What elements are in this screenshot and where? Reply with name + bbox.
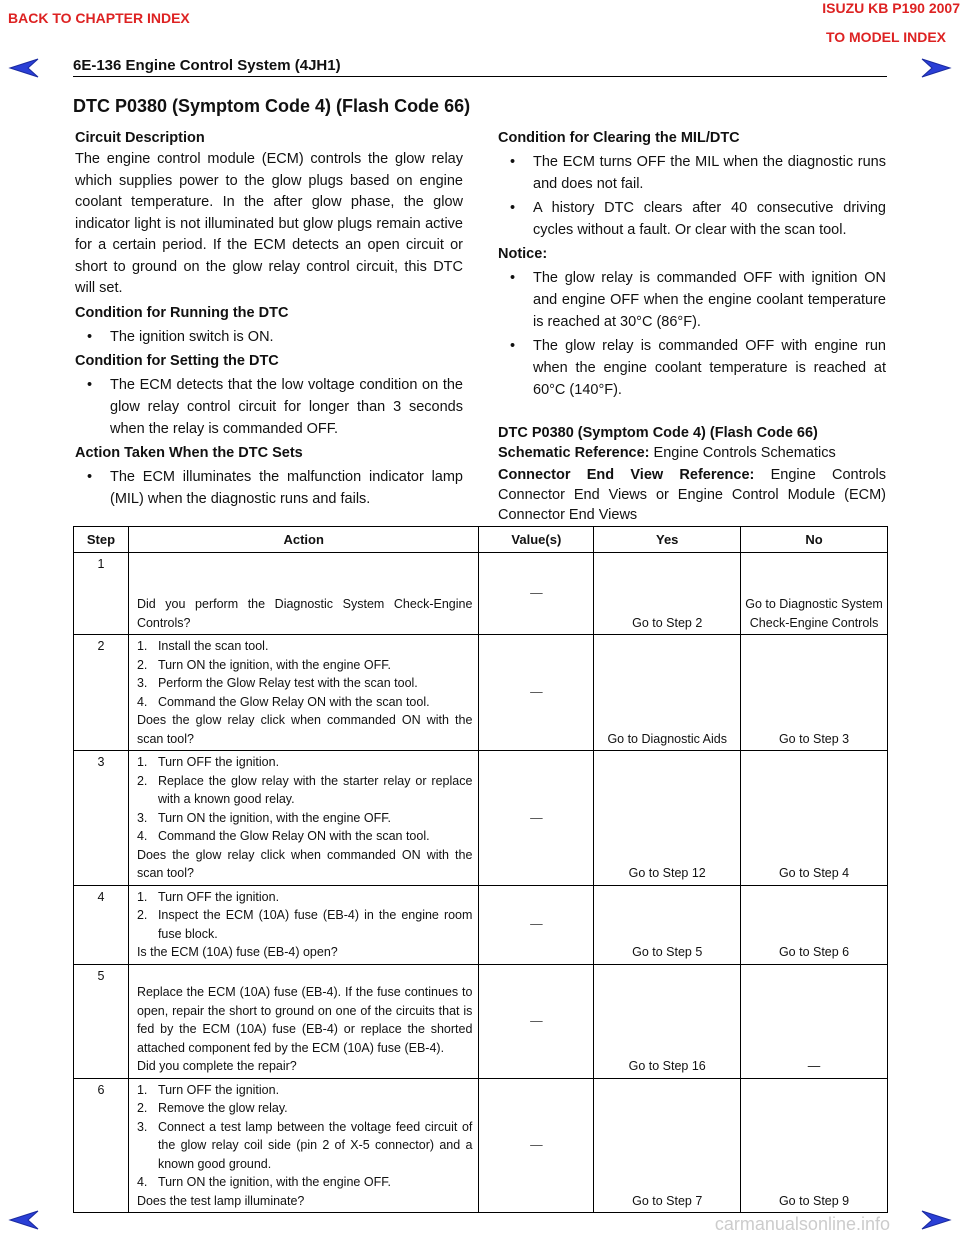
yes-cell: Go to Step 12 [594, 751, 741, 886]
step-number: 2 [74, 635, 129, 751]
action-question: Does the glow relay click when commanded ON with the scan tool? [136, 847, 473, 880]
arrow-left-icon[interactable] [8, 1208, 42, 1232]
action-cell [128, 1078, 478, 1213]
running-condition-item: • The ignition switch is ON. [87, 328, 274, 345]
value-cell: — [479, 885, 594, 964]
step-number: 4 [74, 885, 129, 964]
yes-cell: Go to Step 7 [594, 1078, 741, 1213]
setting-condition-heading: Condition for Setting the DTC [75, 352, 279, 369]
header-step: Step [74, 527, 129, 553]
yes-cell: Go to Diagnostic Aids [594, 635, 741, 751]
action-cell [128, 553, 478, 635]
notice-item: • The glow relay is commanded OFF with ignition ON and engine OFF when the engine coolant temperature is reached at 30°C (86°F). [510, 270, 886, 330]
value-cell: — [479, 1078, 594, 1213]
action-step-item: 1. Install the scan tool. [136, 639, 269, 653]
action-step-item: 2. Turn ON the ignition, with the engine OFF. [136, 657, 391, 672]
diagnostic-table [73, 526, 888, 1213]
action-question: Is the ECM (10A) fuse (EB-4) open? [136, 945, 338, 959]
step-number: 5 [74, 964, 129, 1078]
left-column [75, 127, 463, 512]
table-row [74, 751, 888, 886]
action-cell [128, 885, 478, 964]
circuit-description-text: The engine control module (ECM) controls the glow relay which supplies power to the glow plugs based on engine coolant temperature. In the after glow phase, the glow indicator light is not illuminated but glow plugs remain active for a certain period. If the ECM detects an open circuit or short to ground on the glow relay control circuit, this DTC will set. [75, 151, 463, 296]
table-row [74, 885, 888, 964]
no-cell: Go to Step 9 [741, 1078, 888, 1213]
setting-condition-item: • The ECM detects that the low voltage condition on the glow relay control circuit for longer than 3 seconds when the relay is commanded OFF. [87, 376, 463, 437]
action-question: Did you complete the repair? [136, 1059, 297, 1073]
no-cell: Go to Step 6 [741, 885, 888, 964]
header-action: Action [128, 527, 478, 553]
header-values: Value(s) [479, 527, 594, 553]
action-taken-item: • The ECM illuminates the malfunction indicator lamp (MIL) when the diagnostic runs and fails. [87, 468, 463, 507]
notice-heading: Notice: [498, 246, 548, 262]
to-model-index-link[interactable]: TO MODEL INDEX [825, 29, 946, 45]
arrow-right-icon[interactable] [918, 1208, 952, 1232]
action-text: Replace the ECM (10A) fuse (EB-4). If the fuse continues to open, repair the short to ground on one of the circuits that is fed by the ECM (10A) fuse (EB-4) or replace the shorted attached component fed by the ECM (10A) fuse (EB-4). [136, 985, 473, 1055]
table-row [74, 1078, 888, 1213]
action-step-item: 4. Command the Glow Relay ON with the scan tool. [136, 829, 430, 843]
action-question: Does the glow relay click when commanded ON with the scan tool? [136, 713, 473, 746]
action-cell [128, 964, 478, 1078]
sub-title: DTC P0380 (Symptom Code 4) (Flash Code 66) [498, 425, 818, 441]
value-cell: — [479, 635, 594, 751]
action-step-item: 2. Replace the glow relay with the starter relay or replace with a known good relay. [136, 773, 473, 806]
step-number: 3 [74, 751, 129, 886]
no-cell: Go to Step 3 [741, 635, 888, 751]
action-cell [128, 751, 478, 886]
clearing-condition-item: • The ECM turns OFF the MIL when the diagnostic runs and does not fail. [510, 154, 886, 192]
circuit-description-heading: Circuit Description [75, 130, 205, 146]
schematic-reference: Schematic Reference: Engine Controls Schematics [498, 445, 836, 461]
table-header-row [74, 527, 888, 553]
yes-cell: Go to Step 2 [594, 553, 741, 635]
action-cell [128, 635, 478, 751]
no-cell: Go to Diagnostic System Check-Engine Controls [741, 553, 888, 635]
no-cell: — [741, 964, 888, 1078]
step-number: 1 [74, 553, 129, 635]
page-title: DTC P0380 (Symptom Code 4) (Flash Code 66) [73, 96, 471, 116]
value-cell: — [479, 553, 594, 635]
watermark: carmanualsonline.info [714, 1214, 890, 1234]
action-step-item: 2. Remove the glow relay. [136, 1101, 288, 1115]
action-step-item: 4. Turn ON the ignition, with the engine OFF. [136, 1175, 391, 1189]
model-title: ISUZU KB P190 2007 [822, 0, 960, 16]
running-condition-heading: Condition for Running the DTC [75, 304, 289, 321]
action-step-item: 1. Turn OFF the ignition. [136, 1082, 280, 1097]
connector-reference: Connector End View Reference: Engine Controls Connector End Views or Engine Control Module (ECM) Connector End Views [498, 467, 886, 523]
page-header: 6E-136 Engine Control System (4JH1) [73, 57, 341, 74]
action-step-item: 1. Turn OFF the ignition. [136, 889, 280, 904]
action-step-item: 1. Turn OFF the ignition. [136, 755, 280, 769]
clearing-condition-item: • A history DTC clears after 40 consecutive driving cycles without a fault. Or clear with the scan tool. [510, 200, 886, 238]
back-to-chapter-index-link[interactable]: BACK TO CHAPTER INDEX [8, 10, 190, 26]
no-cell: Go to Step 4 [741, 751, 888, 886]
table-row [74, 553, 888, 635]
arrow-right-icon[interactable] [918, 56, 952, 80]
value-cell: — [479, 964, 594, 1078]
yes-cell: Go to Step 5 [594, 885, 741, 964]
value-cell: — [479, 751, 594, 886]
action-question: Does the test lamp illuminate? [136, 1193, 305, 1208]
clearing-condition-heading: Condition for Clearing the MIL/DTC [498, 130, 740, 146]
action-step-item: 3. Turn ON the ignition, with the engine OFF. [136, 810, 391, 825]
action-taken-heading: Action Taken When the DTC Sets [75, 444, 303, 461]
action-step-item: 4. Command the Glow Relay ON with the scan tool. [136, 694, 430, 709]
notice-item: • The glow relay is commanded OFF with engine run when the engine coolant temperature is reached at 60°C (140°F). [510, 338, 886, 398]
header-yes: Yes [594, 527, 741, 553]
action-step-item: 3. Perform the Glow Relay test with the scan tool. [136, 676, 418, 690]
arrow-left-icon[interactable] [8, 56, 42, 80]
step-number: 6 [74, 1078, 129, 1213]
header-divider [73, 76, 887, 77]
table-row [74, 635, 888, 751]
table-row [74, 964, 888, 1078]
yes-cell: Go to Step 16 [594, 964, 741, 1078]
action-step-item: 2. Inspect the ECM (10A) fuse (EB-4) in the engine room fuse block. [136, 908, 473, 941]
right-column [498, 127, 886, 525]
header-no: No [741, 527, 888, 553]
action-text: Did you perform the Diagnostic System Check-Engine Controls? [136, 597, 473, 630]
action-step-item: 3. Connect a test lamp between the voltage feed circuit of the glow relay coil side (pin 2 of X-5 connector) and a known good ground. [136, 1119, 473, 1171]
